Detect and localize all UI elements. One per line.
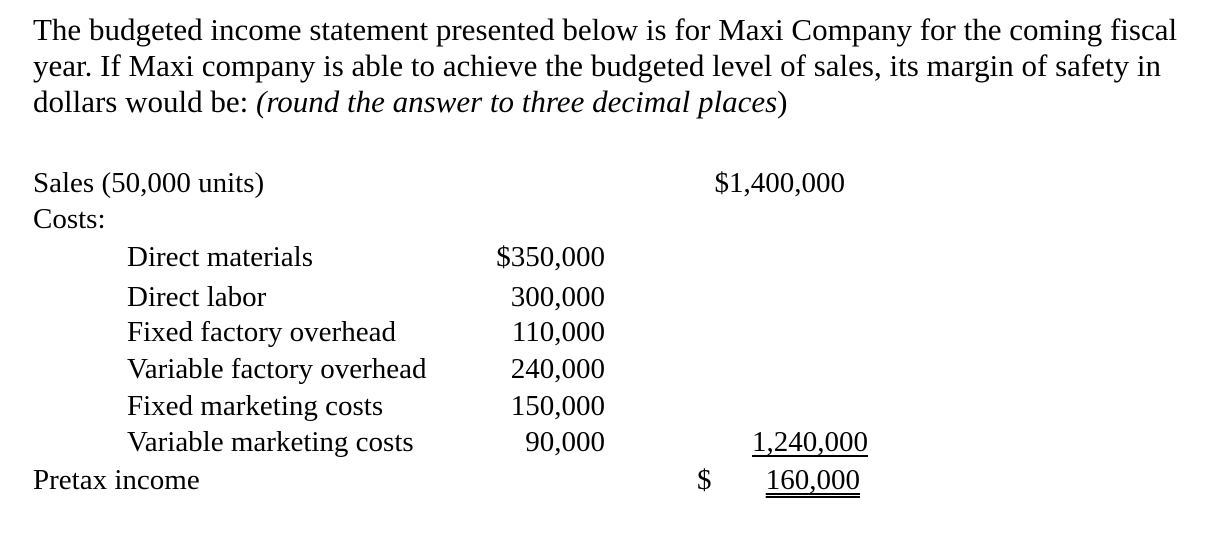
cost-item-value: $350,000 [496,241,605,273]
pretax-income-value: 160,000 [765,464,860,496]
cost-item-value: 90,000 [525,426,605,458]
cost-item-label: Direct materials [127,241,313,273]
sales-value: $1,400,000 [714,167,845,199]
question-closing-paren: ) [777,84,788,119]
cost-item-value: 300,000 [510,281,605,313]
total-costs-value: 1,240,000 [752,426,868,458]
sales-label: Sales (50,000 units) [33,167,265,199]
cost-item-label: Fixed marketing costs [127,390,384,422]
cost-item-label: Variable marketing costs [127,426,414,458]
pretax-income-label: Pretax income [33,464,200,496]
cost-item-value: 150,000 [510,390,605,422]
cost-item-label: Fixed factory overhead [127,316,396,348]
pretax-currency-symbol: $ [697,464,712,496]
question-body: The budgeted income statement presented below is for Maxi Company for the coming fiscal year. If Maxi company is able to achieve the budgeted level of sales, its margin of safety in dollars would be: [33,12,1178,119]
cost-item-value: 240,000 [510,353,605,385]
cost-item-value: 110,000 [511,316,605,348]
cost-item-label: Variable factory overhead [127,353,427,385]
question-text [33,12,1218,120]
costs-label: Costs: [33,203,106,235]
cost-item-label: Direct labor [127,281,267,313]
question-instruction: (round the answer to three decimal places [256,84,778,119]
